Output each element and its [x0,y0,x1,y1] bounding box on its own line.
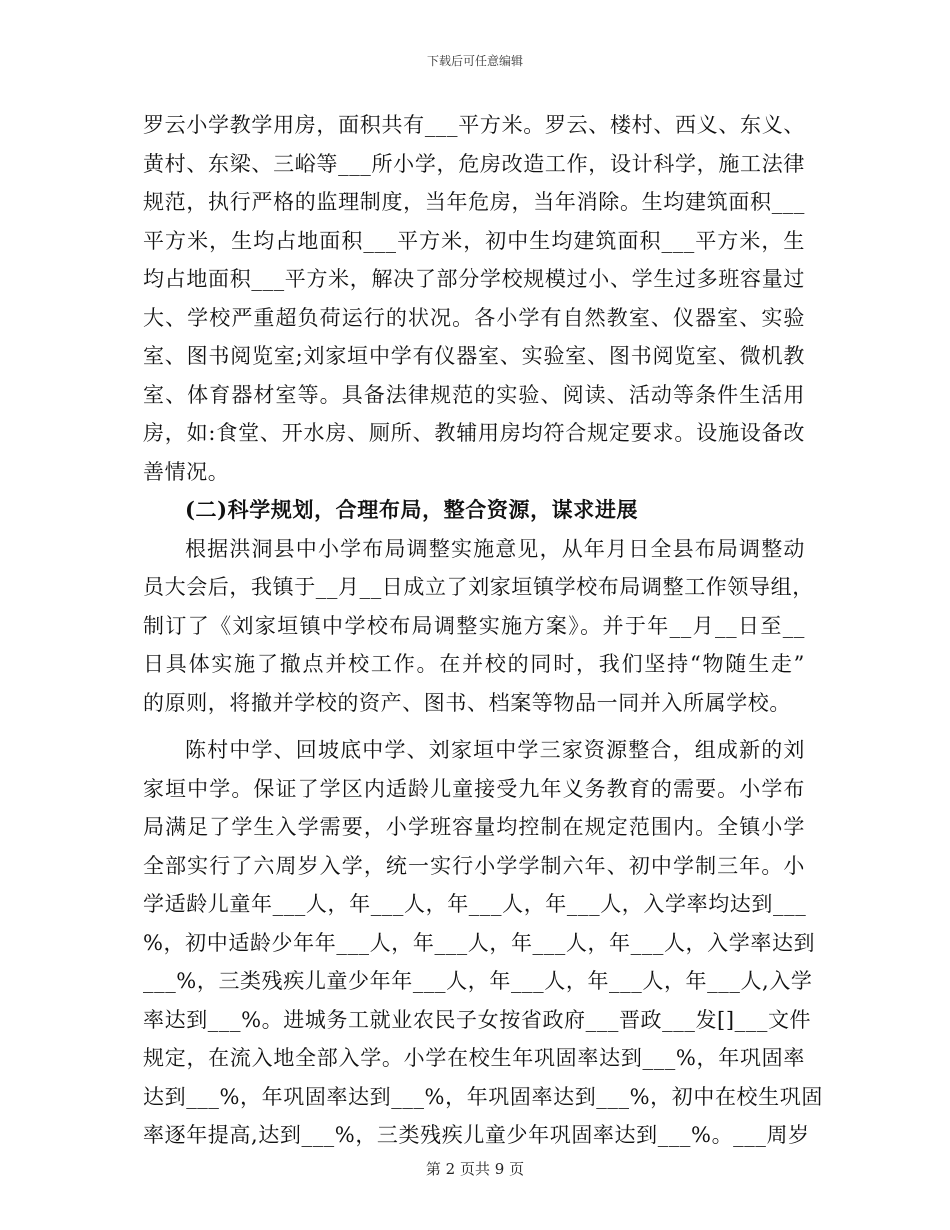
text-line: 规定，在流入地全部入学。小学在校生年巩固率达到___%，年巩固率 [143,1046,805,1070]
text-line: 学适龄儿童年___人，年___人，年___人，年___人，入学率均达到___ [143,892,807,916]
text-line: %，初中适龄少年年___人，年___人，年___人，年___人，入学率达到 [143,930,816,955]
text-line: ___%，三类残疾儿童少年年___人，年___人，年___人，年___人,入学 [143,969,813,993]
text-line: 平方米，生均占地面积___平方米，初中生均建筑面积___平方米，生 [143,228,805,253]
text-line: 大、学校严重超负荷运行的状况。各小学有自然教室、仪器室、实验 [143,305,805,330]
text-line: 日具体实施了撤点并校工作。在并校的同时，我们坚持“物随生走” [143,652,805,676]
text-line: 率达到___%。进城务工就业农民子女按省政府___晋政___发[]___文件 [143,1007,812,1032]
text-line: 局满足了学生入学需要，小学班容量均控制在规定范围内。全镇小学 [143,815,805,839]
paragraph-3 [143,731,823,1155]
text-line: 规范，执行严格的监理制度，当年危房，当年消除。生均建筑面积___ [143,190,805,214]
paragraph-1 [143,106,805,491]
text-line: 率逐年提高,达到___%，三类残疾儿童少年巩固率达到___%。___周岁 [143,1123,810,1147]
document-body [143,106,823,1155]
page-footer: 第 2 页共 9 页 [425,1160,525,1178]
text-line: 室、图书阅览室;刘家垣中学有仪器室、实验室、图书阅览室、微机教 [143,344,805,368]
text-line: 达到___%，年巩固率达到___%，年巩固率达到___%，初中在校生巩固 [143,1084,823,1109]
text-line: 黄村、东梁、三峪等___所小学，危房改造工作，设计科学，施工法律 [143,151,805,176]
text-line: 罗云小学教学用房，面积共有___平方米。罗云、楼村、西义、东义、 [143,113,805,137]
text-line: 家垣中学。保证了学区内适龄儿童接受九年义务教育的需要。小学布 [143,776,805,801]
section-heading: (二)科学规划，合理布局，整合资源，谋求进展 [185,497,639,522]
text-line: 陈村中学、回坡底中学、刘家垣中学三家资源整合，组成新的刘 [185,738,805,762]
text-line: 根据洪洞县中小学布局调整实施意见，从年月日全县布局调整动 [185,536,805,561]
page-header: 下载后可任意编辑 [426,54,523,68]
text-line: 房，如:食堂、开水房、厕所、教辅用房均符合规定要求。设施设备改 [143,421,805,445]
text-line: 员大会后，我镇于__月__日成立了刘家垣镇学校布局调整工作领导组， [143,575,814,599]
text-line: 的原则，将撤并学校的资产、图书、档案等物品一同并入所属学校。 [143,690,791,715]
text-line: 制订了《刘家垣镇中学校布局调整实施方案》。并于年__月__日至__ [143,613,805,638]
text-line: 善情况。 [143,459,230,484]
text-line: 全部实行了六周岁入学，统一实行小学学制六年、初中学制三年。小 [143,853,805,878]
paragraph-2 [143,530,814,723]
text-line: 室、体育器材室等。具备法律规范的实验、阅读、活动等条件生活用 [143,382,805,407]
text-line: 均占地面积___平方米，解决了部分学校规模过小、学生过多班容量过 [143,267,805,291]
